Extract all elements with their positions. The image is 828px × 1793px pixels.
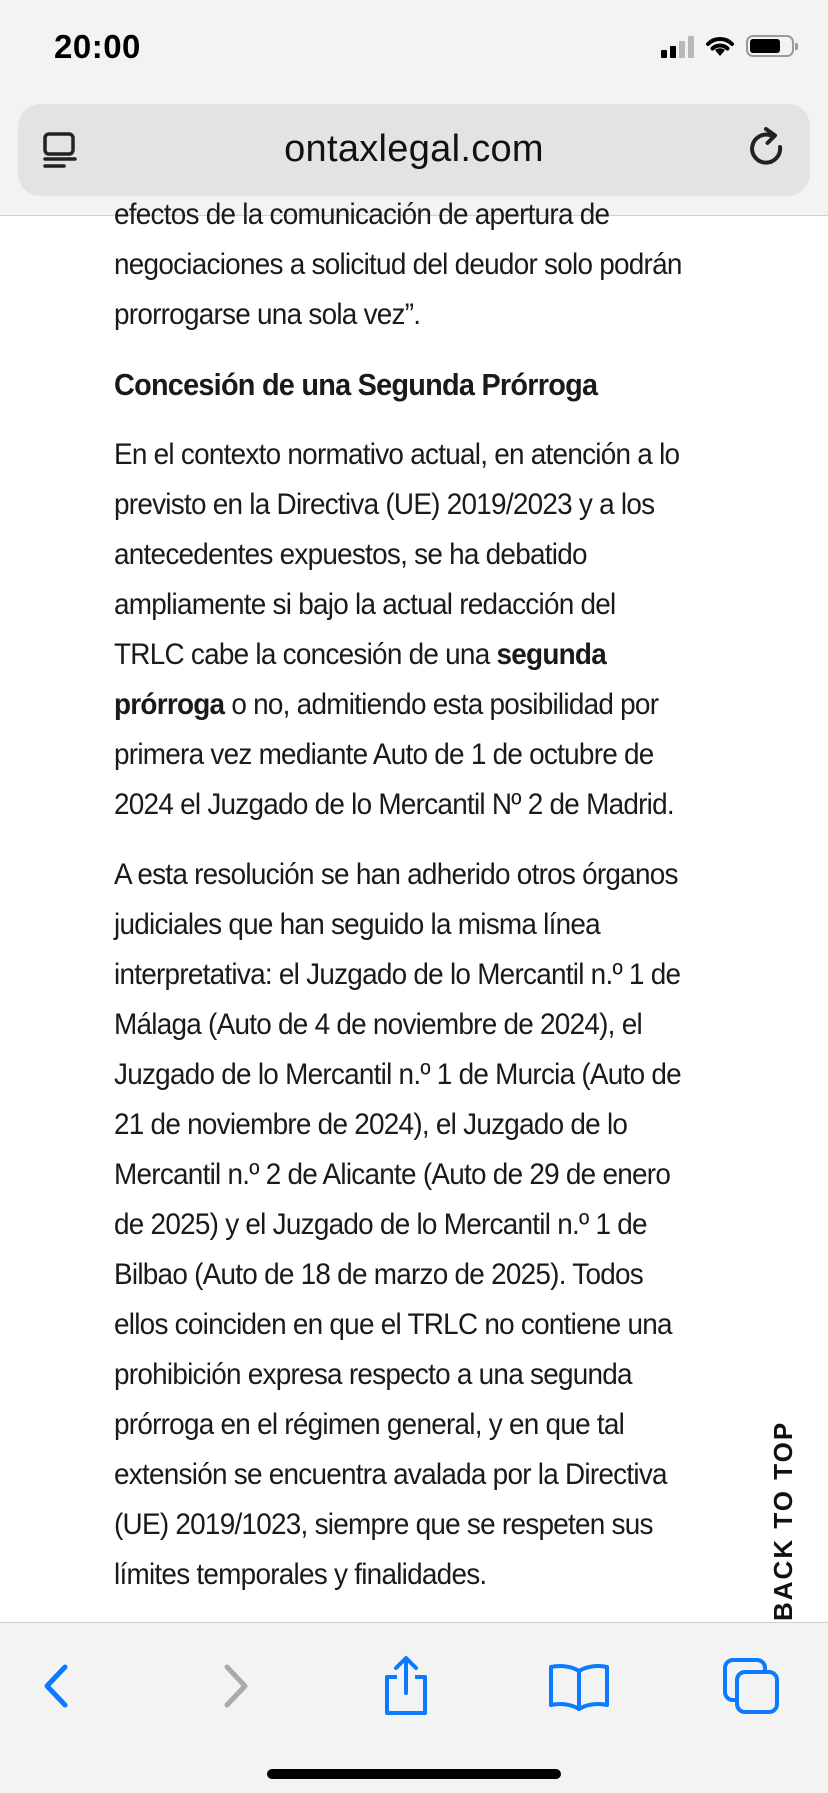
article-content bbox=[0, 198, 828, 1622]
section-heading: Concesión de una Segunda Prórroga bbox=[114, 367, 598, 402]
status-icons bbox=[661, 34, 794, 58]
back-button[interactable] bbox=[22, 1651, 92, 1721]
status-time: 20:00 bbox=[54, 28, 141, 65]
cellular-signal-icon bbox=[661, 34, 694, 58]
share-icon bbox=[379, 1655, 433, 1717]
bookmarks-icon bbox=[547, 1661, 611, 1711]
reload-icon[interactable] bbox=[744, 126, 790, 172]
forward-icon bbox=[215, 1661, 255, 1711]
article-text-column bbox=[114, 190, 691, 1620]
home-indicator bbox=[267, 1769, 561, 1779]
bookmarks-button[interactable] bbox=[544, 1651, 614, 1721]
forward-button[interactable] bbox=[200, 1651, 270, 1721]
battery-icon bbox=[746, 35, 794, 57]
status-bar bbox=[0, 0, 828, 100]
paragraph-2: A esta resolución se han adherido otros órganos judiciales que han seguido la misma línea interpretativa: el Juzgado de lo Mercantil n.º 1 de Málaga (Auto de 4 de noviembre de 2024), el Juzgado de lo Mercantil n.º 1 de Murcia (Auto de 21 de noviembre de 2024), el Juzgado de lo Mercantil n.º 2 de Alicante (Auto de 29 de enero de 2025) y el Juzgado de lo Mercantil n.º 1 de Bilbao (Auto de 18 de marzo de 2025). Todos ellos coinciden en que el TRLC no contiene una prohibición expresa respecto a una segunda prórroga en el régimen general, y en que tal extensión se encuentra avalada por la Directiva (UE) 2019/1023, siempre que se respeten sus límites temporales y finalidades. bbox=[114, 858, 681, 1591]
back-to-top-link[interactable]: BACK TO TOP bbox=[768, 1420, 798, 1621]
paragraph-1-text-b: o no, admitiendo esta posibilidad por primera vez mediante Auto de 1 de octubre de 2024 el Juzgado de lo Mercantil Nº 2 de Madrid. bbox=[114, 688, 674, 821]
back-icon bbox=[37, 1661, 77, 1711]
tabs-button[interactable] bbox=[716, 1651, 786, 1721]
wifi-icon bbox=[704, 34, 736, 58]
url-text[interactable]: ontaxlegal.com bbox=[284, 128, 544, 170]
paragraph-1 bbox=[114, 430, 691, 830]
paragraph-1-bold: segunda prórroga bbox=[114, 638, 606, 721]
share-button[interactable] bbox=[371, 1651, 441, 1721]
address-bar[interactable] bbox=[18, 104, 810, 196]
bottom-toolbar bbox=[0, 1622, 828, 1793]
tabs-icon bbox=[721, 1656, 781, 1716]
paragraph-top: efectos de la comunicación de apertura de negociaciones a solicitud del deudor solo podrán prorrogarse una sola vez”. bbox=[114, 198, 682, 331]
paragraph-1-text-a: En el contexto normativo actual, en atención a lo previsto en la Directiva (UE) 2019/2023 y a los antecedentes expuestos, se ha debatido ampliamente si bajo la actual redacción del TRLC cabe la concesión de una bbox=[114, 438, 680, 671]
